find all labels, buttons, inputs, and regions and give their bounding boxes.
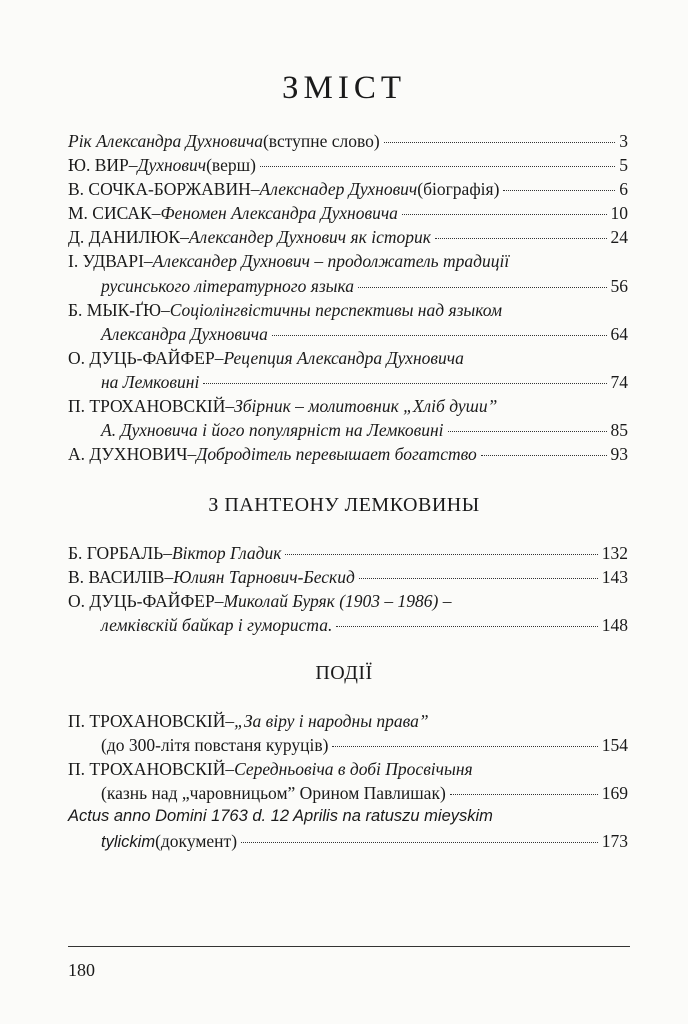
toc-entry: [68, 807, 628, 831]
toc-page: 3: [619, 131, 628, 151]
toc-work-cont: А. Духновича і його популярніст на Лемковині: [101, 420, 444, 441]
toc-work: Рік Александра Духновича: [68, 131, 263, 151]
toc-work: Александер Духнович як історик: [188, 227, 431, 248]
toc-page: 24: [610, 227, 628, 248]
dot-leader: [448, 431, 607, 432]
toc-work-cont: (документ): [155, 831, 238, 852]
toc-entry-continuation: [68, 420, 628, 444]
toc-work: Віктор Гладик: [171, 543, 282, 563]
dot-leader: [358, 287, 606, 288]
toc-separator: –: [161, 299, 170, 320]
dot-leader: [402, 214, 607, 215]
toc-separator: –: [225, 396, 235, 417]
toc-page: 10: [610, 203, 628, 224]
toc-separator: –: [163, 543, 172, 563]
toc-page: 5: [619, 155, 628, 176]
toc-page: 56: [610, 275, 628, 296]
page-number: 180: [68, 960, 95, 980]
toc-entry: [68, 348, 628, 372]
toc-author: І. УДВАРІ: [68, 251, 144, 272]
toc-entry: [68, 711, 628, 735]
toc-page: 169: [601, 783, 628, 804]
toc-entry: [68, 179, 628, 203]
toc-entry-continuation: [68, 324, 628, 348]
toc-entry: [68, 567, 628, 591]
toc-author: Б. ГОРБАЛЬ: [68, 543, 164, 563]
toc-work-cont: лемківскій байкар і гумориста.: [101, 615, 333, 636]
toc-work-cont: Александра Духновича: [101, 323, 268, 344]
toc-separator: –: [151, 203, 161, 224]
toc-work: Александер Духнович – продолжатель традиції: [152, 251, 510, 272]
toc-entry-continuation: [68, 372, 628, 396]
toc-work: Збірник – молитовник „Хліб души”: [234, 396, 498, 417]
toc-entry: [68, 591, 628, 615]
toc-author: О. ДУЦЬ-ФАЙФЕР: [68, 591, 215, 612]
toc-work: Духнович: [137, 155, 207, 176]
toc-section-events: [68, 711, 628, 856]
toc-author: Ю. ВИР: [68, 155, 129, 176]
toc-separator: –: [187, 444, 197, 465]
toc-page: 132: [601, 543, 628, 563]
toc-extra: (біографія): [417, 179, 500, 200]
toc-work-cont: (казнь над „чаровницьом” Орином Павлишак): [101, 783, 446, 804]
toc-page: 85: [610, 420, 628, 441]
toc-author: А. ДУХНОВИЧ: [68, 444, 188, 465]
toc-work: Феномен Александра Духновича: [160, 203, 398, 224]
toc-entry-continuation: [68, 615, 628, 639]
toc-separator: –: [164, 567, 174, 588]
dot-leader: [332, 746, 597, 747]
dot-leader: [260, 166, 615, 167]
toc-separator: –: [250, 179, 260, 200]
toc-author: М. СИСАК: [68, 203, 152, 224]
toc-entry: [68, 131, 628, 155]
toc-extra: (вступне слово): [262, 131, 380, 151]
toc-separator: –: [214, 347, 224, 368]
toc-work: Рецепция Александра Духновича: [223, 347, 464, 368]
toc-separator: –: [225, 759, 235, 780]
toc-work: „За віру і народны права”: [234, 711, 429, 731]
toc-work-cont: (до 300-літя повстаня куруців): [101, 735, 329, 756]
toc-author: Д. ДАНИЛЮК: [68, 227, 181, 248]
dot-leader: [435, 238, 607, 239]
toc-work: Середньовіча в добі Просвічыня: [234, 759, 473, 780]
toc-page: 148: [601, 615, 628, 636]
toc-work: Actus anno Domini 1763 d. 12 Aprilis na ratuszu mieyskim: [68, 807, 493, 826]
page-title: ЗМІСТ: [281, 70, 407, 106]
dot-leader: [241, 842, 598, 843]
toc-work: Юлиян Тарнович-Бескид: [173, 567, 355, 588]
toc-work-cont: русинського літературного языка: [101, 275, 355, 296]
toc-entry: [68, 396, 628, 420]
dot-leader: [285, 554, 597, 555]
toc-entry: [68, 759, 628, 783]
toc-work: Алекснадер Духнович: [259, 179, 418, 200]
toc-entry-continuation: [68, 783, 628, 807]
toc-entry-continuation: [68, 276, 628, 300]
toc-separator: –: [214, 591, 224, 612]
toc-separator: –: [225, 711, 235, 731]
footer-rule: [68, 946, 630, 947]
toc-main: [68, 131, 628, 468]
dot-leader: [203, 383, 606, 384]
toc-page: 173: [601, 831, 628, 852]
toc-author: О. ДУЦЬ-ФАЙФЕР: [68, 347, 215, 368]
toc-author: В. ВАСИЛІВ: [68, 567, 165, 588]
toc-entry: [68, 227, 628, 251]
toc-separator: –: [180, 227, 189, 248]
toc-section-pantheon: [68, 543, 628, 639]
toc-entry: [68, 251, 628, 275]
toc-entry: [68, 203, 628, 227]
toc-page: 154: [601, 735, 628, 756]
toc-page: 64: [610, 323, 628, 344]
toc-entry-continuation: [68, 831, 628, 855]
toc-entry: [68, 300, 628, 324]
dot-leader: [336, 626, 597, 627]
dot-leader: [272, 335, 607, 336]
toc-page: 6: [619, 179, 628, 200]
toc-work-cont: на Лемковині: [101, 371, 200, 392]
toc-work: Добродітель перевышает богатство: [196, 444, 477, 465]
dot-leader: [359, 578, 598, 579]
toc-entry-continuation: [68, 735, 628, 759]
toc-author: В. СОЧКА-БОРЖАВИН: [68, 179, 251, 200]
toc-author: П. ТРОХАНОВСКІЙ: [68, 396, 226, 417]
toc-entry: [68, 155, 628, 179]
toc-author: П. ТРОХАНОВСКІЙ: [68, 759, 226, 780]
toc-entry: [68, 444, 628, 468]
section-heading: З ПАНТЕОНУ ЛЕМКОВИНЫ: [208, 494, 480, 516]
dot-leader: [481, 455, 607, 456]
toc-work: Соціолінгвістичны перспективы над языком: [169, 299, 503, 320]
toc-separator: –: [143, 251, 153, 272]
toc-work: Миколай Буряк (1903 – 1986) –: [223, 591, 452, 612]
dot-leader: [384, 142, 616, 143]
toc-extra: (верш): [206, 155, 256, 176]
toc-work-cont-italic: tylickim: [101, 833, 156, 852]
toc-separator: –: [128, 155, 138, 176]
dot-leader: [450, 794, 598, 795]
dot-leader: [503, 190, 615, 191]
section-heading: ПОДІЇ: [315, 662, 373, 684]
toc-author: П. ТРОХАНОВСКІЙ: [68, 711, 226, 731]
toc-page: 143: [601, 567, 628, 588]
toc-entry: [68, 543, 628, 567]
toc-page: 74: [610, 371, 628, 392]
toc-author: Б. МЫК-ҐЮ: [68, 299, 161, 320]
toc-page: 93: [610, 444, 628, 465]
